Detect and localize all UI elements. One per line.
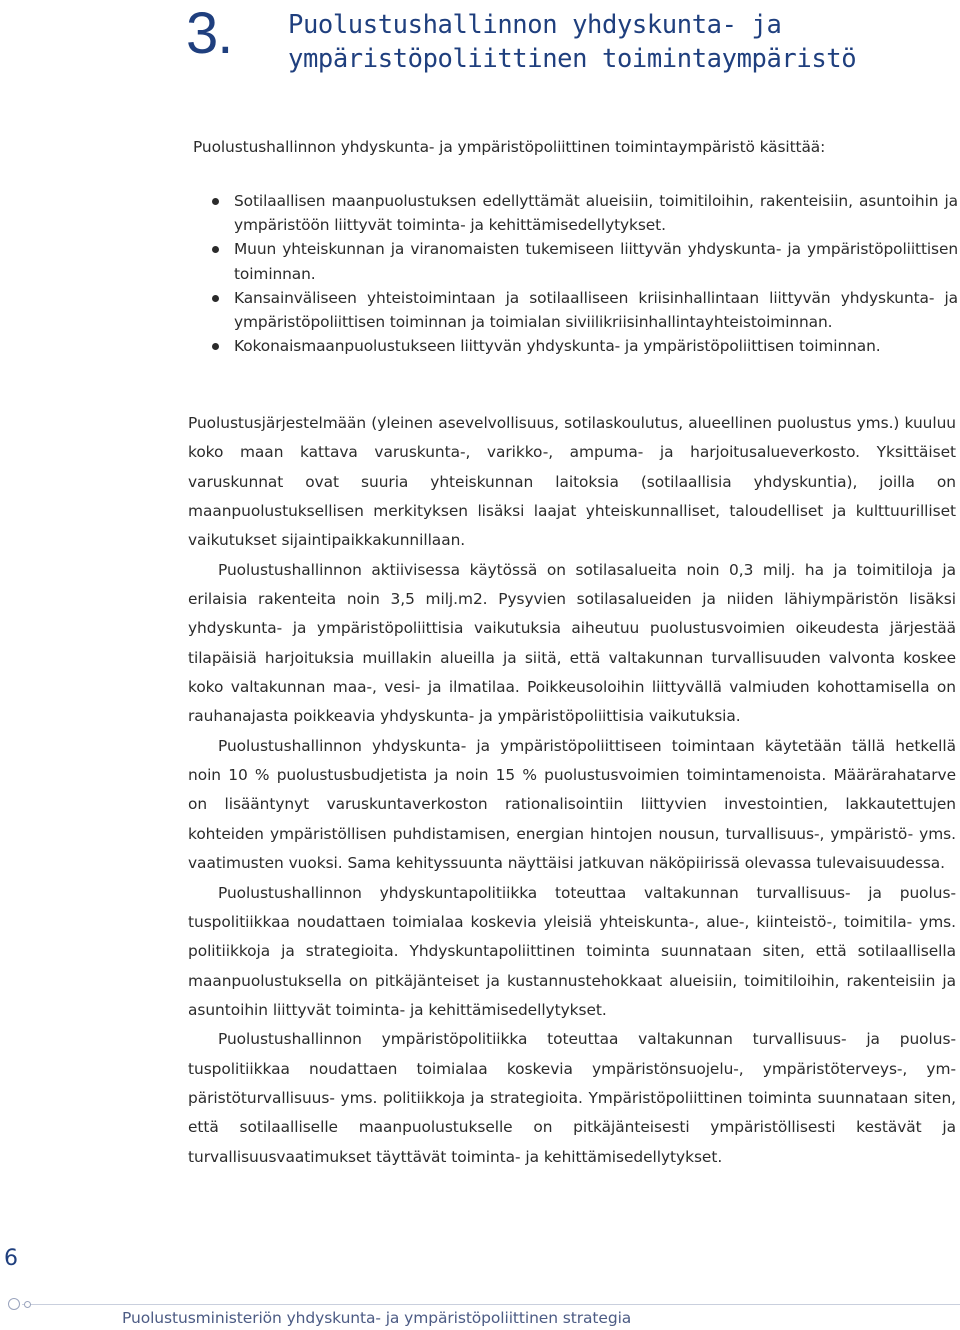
bullet-text: Kansainväliseen yhteistoimintaan ja sotilaalliseen kriisinhallintaan liittyvän yhdyskunta- ja ympäristöpoliittisen toiminnan ja toimialan siviilikriisinhallintayhteistoiminnan. (234, 288, 958, 332)
footer-divider (22, 1304, 960, 1305)
chapter-title-line-1: Puolustushallinnon yhdyskunta- ja (288, 10, 782, 40)
paragraph: Puolustusjärjestelmään (yleinen asevelvollisuus, sotilaskoulutus, alueellinen puolustus yms.) kuuluu koko maan kattava varuskunta-, varikko-, ampuma- ja harjoitusalueverkosto. Yksittäiset varuskunnat ovat suuria yhteiskunnan laitoksia (sotilaallisia yhdyskuntia), joilla on maanpuolustuksellisen merkityksen lisäksi laajat yhteiskunnalliset, taloudelliset ja kulttuurilliset vaikutukset sijaintipaikkakunnillaan. (188, 414, 956, 550)
intro-sentence: Puolustushallinnon yhdyskunta- ja ympäristöpoliittinen toimintaympäristö käsittää: (193, 138, 826, 156)
body-text (188, 409, 956, 1172)
bullet-text: Sotilaallisen maanpuolustuksen edellyttämät alueisiin, toimitiloihin, rakenteisiin, asuntoihin ja ympäristöön liittyvät toiminta- ja kehittämisedellytykset. (234, 192, 958, 235)
bullet-list (212, 189, 958, 358)
paragraph: Puolustushallinnon yhdyskunta- ja ympäristöpoliittiseen toimintaan käytetään tällä hetkellä noin 10 % puolustusbudjetista ja noin 15 % puolustusvoimien toimintamenoista. Määrärahatarve on lisääntynyt varuskuntaverkoston rationalisointiin liittyvien investointien, lakkautettujen kohteiden ympäristöllisen puhdistamisen, energian hintojen nousun, turvallisuus-, ympäristö- yms. vaatimusten vuoksi. Sama kehityssuunta näyttäisi jatkuvan näköpiirissä olevassa tulevaisuudessa. (188, 736, 956, 873)
chapter-title-line-2: ympäristöpoliittinen toimintaympäristö (288, 44, 857, 74)
bullet-item (212, 189, 958, 237)
paragraph: Puolustushallinnon ympäristöpolitiikka toteuttaa valtakunnan turvallisuus- ja puolustuspolitiikkaa noudattaen toimialaa koskevia ympäristönsuojelu-, ympäristöterveys-, ympäristöturvallisuus- yms. politiikkoja ja strategioita. Ympäristöpoliittinen toiminta suunnataan siten, että sotilaalliselle maanpuolustukselle on pitkäjänteisesti ympäristöllisesti kestävät ja turvallisuusvaatimukset täyttävät toiminta- ja kehittämisedellytykset. (188, 1030, 956, 1166)
bullet-item (212, 237, 958, 285)
paragraph: Puolustushallinnon yhdyskuntapolitiikka toteuttaa valtakunnan turvallisuus- ja puolustuspolitiikkaa noudattaen toimialaa koskevia yleisiä yhteiskunta-, alue-, kiinteistö-, toimitila- yms. politiikkoja ja strategioita. Yhdyskuntapoliittinen toiminta suunnataan siten, että sotilaallisella maanpuolustuksella on pitkäjänteiset ja kustannustehokkaat alueisiin, toimitiloihin, rakenteisiin ja asuntoihin liittyvät toiminta- ja kehittämisedellytykset. (188, 883, 956, 1019)
paragraph: Puolustushallinnon aktiivisessa käytössä on sotilasalueita noin 0,3 milj. ha ja toimitiloja ja erilaisia rakenteita noin 3,5 milj.m2. Pysyvien sotilasalueiden ja niiden lähiympäristön lisäksi yhdyskunta- ja ympäristöpoliittisia vaikutuksia aiheutuu puolustusvoimien oikeudesta järjestää tilapäisiä harjoituksia muillakin alueilla ja siitä, että valtakunnan turvallisuuden valvonta koskee koko valtakunnan maa-, vesi- ja ilmatilaa. Poikkeusoloihin liittyvällä valmiuden kohottamisella on rauhanajasta poikkeavia yhdyskunta- ja ympäristöpoliittisia vaikutuksia. (188, 560, 956, 726)
bullet-text: Kokonaismaanpuolustukseen liittyvän yhdyskunta- ja ympäristöpoliittisen toiminnan. (234, 337, 881, 356)
chapter-number: 3. (186, 1, 233, 66)
footer-circle-icon (8, 1298, 20, 1310)
chapter-title (288, 8, 948, 76)
bullet-icon (212, 198, 219, 205)
footer-title: Puolustusministeriön yhdyskunta- ja ympäristöpoliittinen strategia (122, 1309, 632, 1327)
bullet-text: Muun yhteiskunnan ja viranomaisten tukemiseen liittyvän yhdyskunta- ja ympäristöpoliittisen toiminnan. (234, 240, 958, 283)
bullet-icon (212, 295, 219, 302)
bullet-item (212, 286, 958, 334)
bullet-icon (212, 246, 219, 253)
footer-small-circle-icon (24, 1301, 31, 1308)
bullet-item (212, 334, 958, 358)
bullet-icon (212, 343, 219, 350)
page-number: 6 (4, 1246, 18, 1271)
